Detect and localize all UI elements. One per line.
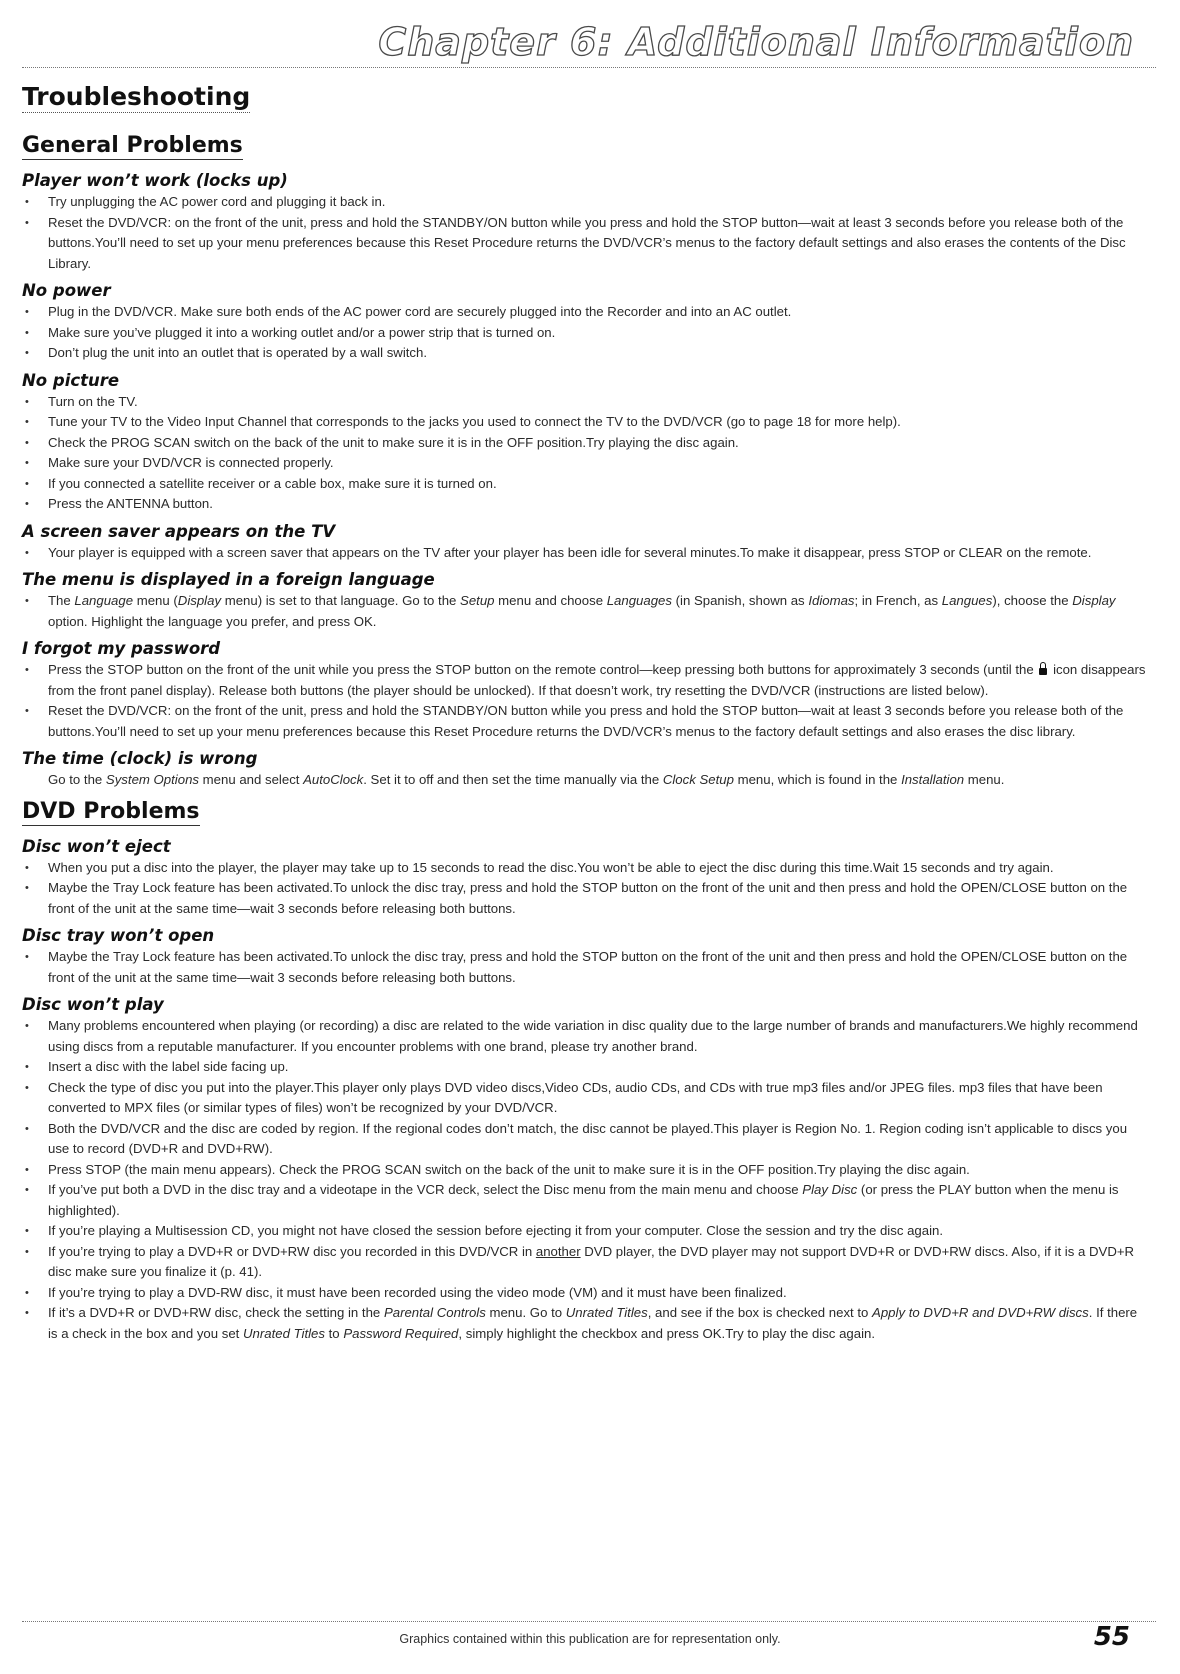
page-number: 55: [1093, 1622, 1130, 1652]
list-item: • Your player is equipped with a screen saver that appears on the TV after your player has been idle for several minutes.To make it disappear, press STOP or CLEAR on the remote.: [22, 543, 1150, 564]
list-disc-eject: [22, 858, 1150, 920]
bottom-divider: [22, 1621, 1156, 1622]
list-item: • Reset the DVD/VCR: on the front of the unit, press and hold the STANDBY/ON button while you press and hold the STOP button—wait at least 3 seconds before you release both of the buttons.You’ll need to set up your menu preferences because this Reset Procedure returns the DVD/VCR’s menus to the factory default settings and also erases the contents of the Disc Library.: [22, 213, 1150, 275]
list-item: • When you put a disc into the player, the player may take up to 15 seconds to read the disc.You won’t be able to eject the disc during this time.Wait 15 seconds and try again.: [22, 858, 1150, 879]
lock-icon: [1039, 668, 1047, 675]
list-no-power: [22, 302, 1150, 364]
list-screen-saver: [22, 543, 1150, 564]
list-item: • Maybe the Tray Lock feature has been activated.To unlock the disc tray, press and hold the STOP button on the front of the unit and then press and hold the OPEN/CLOSE button on the front of the unit at the same time—wait 3 seconds before releasing both buttons.: [22, 947, 1150, 988]
subheading-foreign-language: The menu is displayed in a foreign language: [22, 570, 435, 589]
list-item: • Make sure your DVD/VCR is connected properly.: [22, 453, 1150, 474]
subheading-tray-open: Disc tray won’t open: [22, 926, 215, 945]
list-item: • Tune your TV to the Video Input Channel that corresponds to the jacks you used to connect the TV to the DVD/VCR (go to page 18 for more help).: [22, 412, 1150, 433]
list-item: • Don’t plug the unit into an outlet that is operated by a wall switch.: [22, 343, 1150, 364]
list-item: • Turn on the TV.: [22, 392, 1150, 413]
list-forgot-password: [22, 660, 1150, 742]
list-item: • Insert a disc with the label side facing up.: [22, 1057, 1150, 1078]
page-title: Troubleshooting: [22, 82, 251, 111]
list-item: • Try unplugging the AC power cord and plugging it back in.: [22, 192, 1150, 213]
list-item: • If you connected a satellite receiver or a cable box, make sure it is turned on.: [22, 474, 1150, 495]
list-disc-play: [22, 1016, 1150, 1344]
list-item: • If you’re trying to play a DVD+R or DVD+RW disc you recorded in this DVD/VCR in another DVD player, the DVD player may not support DVD+R or DVD+RW discs. Also, if it is a DVD+R disc make sure you finalize it (p. 41).: [22, 1242, 1150, 1283]
paragraph-clock: Go to the System Options menu and select AutoClock. Set it to off and then set the time manually via the Clock Setup menu, which is found in the Installation menu.: [48, 772, 1005, 787]
subheading-screen-saver: A screen saver appears on the TV: [22, 521, 336, 541]
list-locks-up: [22, 192, 1150, 274]
list-no-picture: [22, 392, 1150, 515]
footer-note: Graphics contained within this publication are for representation only.: [399, 1632, 781, 1646]
chapter-title: Chapter 6: Additional Information: [378, 20, 1134, 64]
subheading-disc-eject: Disc won’t eject: [22, 836, 171, 856]
list-item: • Check the PROG SCAN switch on the back of the unit to make sure it is in the OFF position.Try playing the disc again.: [22, 433, 1150, 454]
subheading-disc-play: Disc won’t play: [22, 995, 164, 1014]
page-content: [22, 82, 1150, 1344]
list-item: • Plug in the DVD/VCR. Make sure both ends of the AC power cord are securely plugged into the Recorder and into an AC outlet.: [22, 302, 1150, 323]
subheading-forgot-password: I forgot my password: [22, 639, 221, 658]
section-heading-general: General Problems: [22, 133, 243, 158]
subheading-no-power: No power: [22, 281, 111, 300]
list-tray-open: [22, 947, 1150, 988]
subheading-clock-wrong: The time (clock) is wrong: [22, 749, 258, 768]
top-divider: [22, 67, 1156, 68]
list-item: • Check the type of disc you put into the player.This player only plays DVD video discs,Video CDs, audio CDs, and CDs with true mp3 files and/or JPEG files. mp3 files that have been converted to MPX files (or similar types of files) won’t be recognized by your DVD/VCR.: [22, 1078, 1150, 1119]
list-item: • The Language menu (Display menu) is set to that language. Go to the Setup menu and choose Languages (in Spanish, shown as Idiomas; in French, as Langues), choose the Display option. Highlight the language you prefer, and press OK.: [22, 591, 1150, 632]
subheading-no-picture: No picture: [22, 370, 120, 390]
list-item: • If you’re playing a Multisession CD, you might not have closed the session before ejecting it from your computer. Close the session and try the disc again.: [22, 1221, 1150, 1242]
list-item: • Many problems encountered when playing (or recording) a disc are related to the wide variation in disc quality due to the large number of brands and manufacturers.We highly recommend using discs from a reputable manufacturer. If you encounter problems with one brand, please try another brand.: [22, 1016, 1150, 1057]
list-item: • If you’ve put both a DVD in the disc tray and a videotape in the VCR deck, select the Disc menu from the main menu and choose Play Disc (or press the PLAY button when the menu is highlighted).: [22, 1180, 1150, 1221]
general-problems-section: [22, 125, 1150, 164]
list-item: • If you’re trying to play a DVD-RW disc, it must have been recorded using the video mode (VM) and it must have been finalized.: [22, 1283, 1150, 1304]
list-item: • Press the STOP button on the front of the unit while you press the STOP button on the remote control—keep pressing both buttons for approximately 3 seconds (until the icon disappears from the front panel display). Release both buttons (the player should be unlocked). If that doesn’t work, try resetting the DVD/VCR (instructions are listed below).: [22, 660, 1150, 701]
list-foreign-language: [22, 591, 1150, 632]
list-item: • Make sure you’ve plugged it into a working outlet and/or a power strip that is turned on.: [22, 323, 1150, 344]
subheading-locks-up: Player won’t work (locks up): [22, 171, 288, 190]
list-item: • Press STOP (the main menu appears). Check the PROG SCAN switch on the back of the unit to make sure it is in the OFF position.Try playing the disc again.: [22, 1160, 1150, 1181]
list-item: • Press the ANTENNA button.: [22, 494, 1150, 515]
dvd-problems-section: [22, 791, 1150, 830]
list-item: • Both the DVD/VCR and the disc are coded by region. If the regional codes don’t match, the disc cannot be played.This player is Region No. 1. Region coding isn’t applicable to discs you use to record (DVD+R and DVD+RW).: [22, 1119, 1150, 1160]
section-heading-dvd: DVD Problems: [22, 798, 200, 824]
list-item: • Reset the DVD/VCR: on the front of the unit, press and hold the STANDBY/ON button while you press and hold the STOP button—wait at least 3 seconds before you release both of the buttons.You’ll need to set up your menu preferences because this Reset Procedure returns the DVD/VCR’s menus to the factory default settings and also erases the disc library.: [22, 701, 1150, 742]
list-item: • If it’s a DVD+R or DVD+RW disc, check the setting in the Parental Controls menu. Go to Unrated Titles, and see if the box is checked next to Apply to DVD+R and DVD+RW discs. If there is a check in the box and you set Unrated Titles to Password Required, simply highlight the checkbox and press OK.Try to play the disc again.: [22, 1303, 1150, 1344]
list-item: • Maybe the Tray Lock feature has been activated.To unlock the disc tray, press and hold the STOP button on the front of the unit and then press and hold the OPEN/CLOSE button on the front of the unit at the same time—wait 3 seconds before releasing both buttons.: [22, 878, 1150, 919]
